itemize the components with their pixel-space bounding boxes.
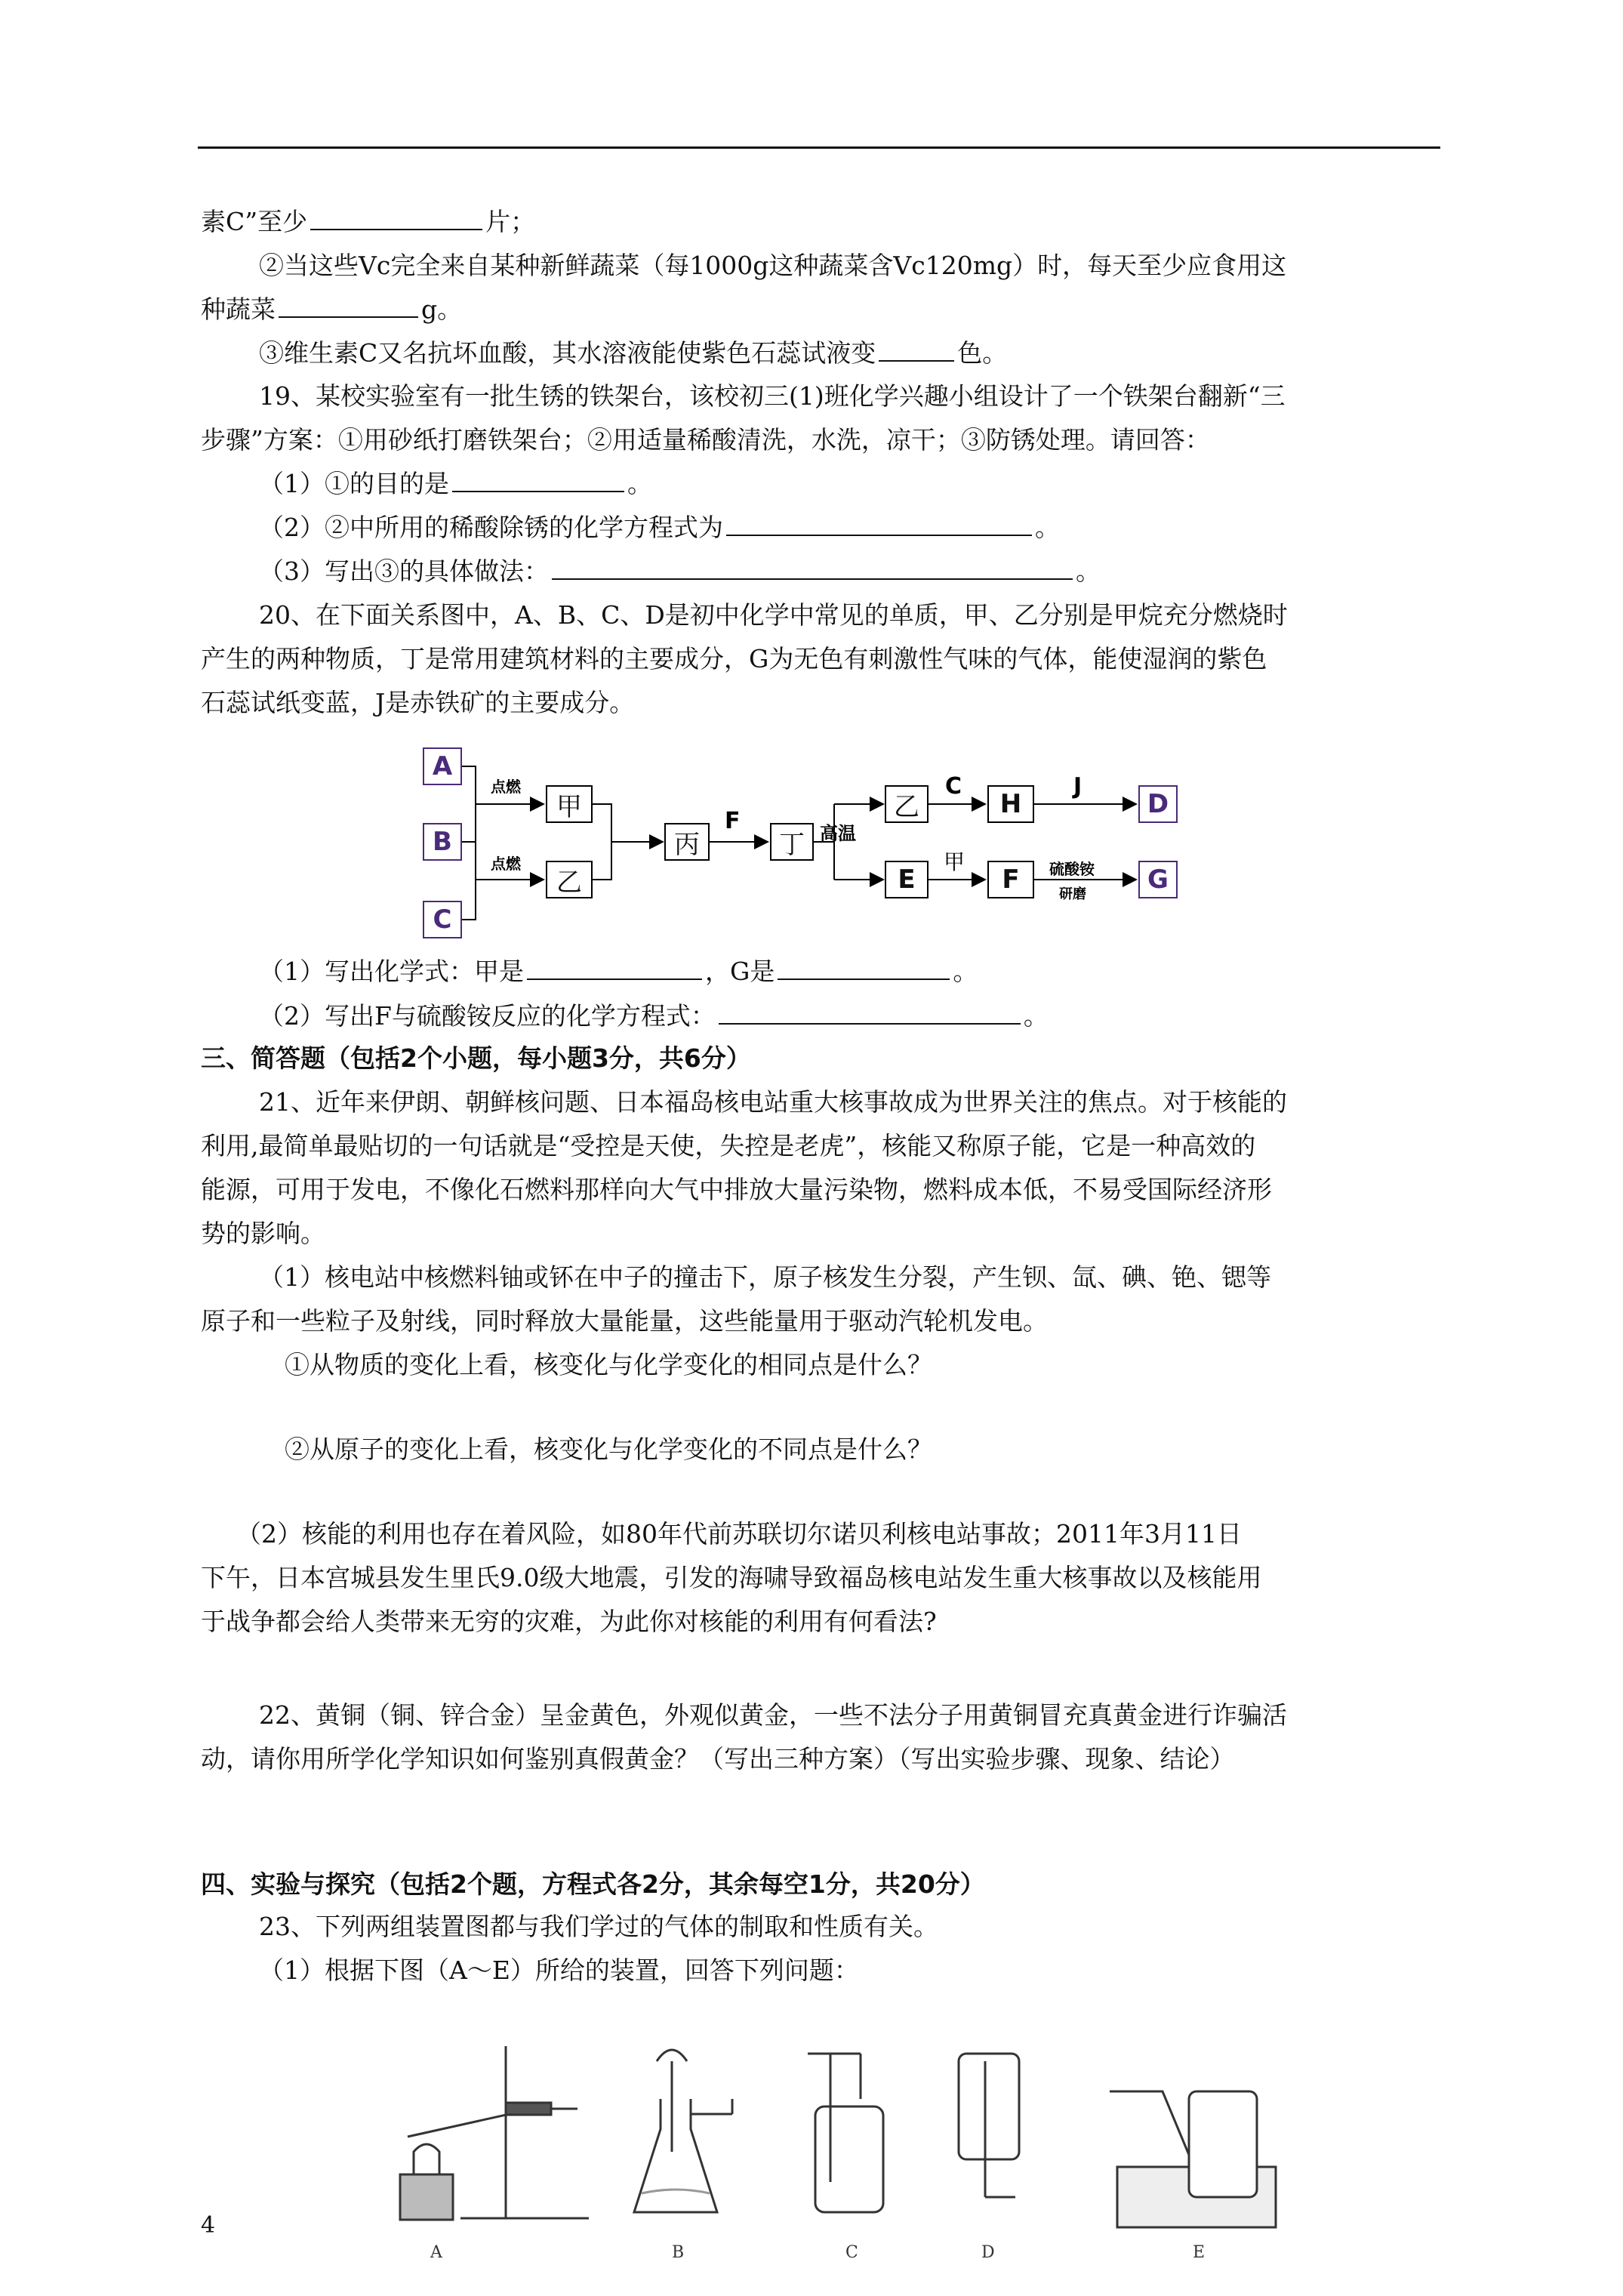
text-line: （2）核能的利用也存在着风险，如80年代前苏联切尔诺贝利核电站事故；2011年3月11日 xyxy=(236,1519,1242,1549)
section-heading: 四、实验与探究（包括2个题，方程式各2分，其余每空1分，共20分） xyxy=(201,1869,985,1899)
apparatus-label-E: E xyxy=(1193,2243,1206,2262)
apparatus-E-water-trough xyxy=(1110,2091,1276,2227)
apparatus-label-A: A xyxy=(430,2243,442,2262)
text-line: 20、在下面关系图中，A、B、C、D是初中化学中常见的单质，甲、乙分别是甲烷充分燃烧时 xyxy=(259,600,1288,630)
label-yanmo: 研磨 xyxy=(1059,886,1086,902)
text-line: 产生的两种物质，丁是常用建筑材料的主要成分，G为无色有刺激性气味的气体，能使湿润的紫色 xyxy=(201,644,1267,673)
node-F: F xyxy=(987,861,1034,898)
text-line: 石蕊试纸变蓝，J是赤铁矿的主要成分。 xyxy=(201,688,635,717)
text-line: 下午，日本宫城县发生里氏9.0级大地震，引发的海啸导致福岛核电站发生重大核事故以及核能用 xyxy=(201,1563,1262,1592)
answer-blank[interactable] xyxy=(726,512,1032,536)
text-line xyxy=(259,1000,1504,1033)
text-line: ②从原子的变化上看，核变化与化学变化的不同点是什么？ xyxy=(285,1435,932,1464)
node-H: H xyxy=(987,785,1034,823)
label-jia-arrow: 甲 xyxy=(944,849,965,874)
node-bing: 丙 xyxy=(664,823,710,861)
text: 种蔬菜 xyxy=(201,294,276,324)
label-liusuan-an: 硫酸铵 xyxy=(1049,860,1095,878)
node-ding: 丁 xyxy=(770,823,814,861)
text: 。 xyxy=(627,469,652,498)
node-jia: 甲 xyxy=(546,785,593,823)
text: ③维生素C又名抗坏血酸，其水溶液能使紫色石蕊试液变 xyxy=(259,338,876,368)
text: g。 xyxy=(421,294,463,324)
answer-blank[interactable] xyxy=(527,956,702,980)
node-C: C xyxy=(423,901,462,938)
text-line: 21、近年来伊朗、朝鲜核问题、日本福岛核电站重大核事故成为世界关注的焦点。对于核能的 xyxy=(259,1087,1287,1117)
text-line xyxy=(259,511,1504,544)
text: 。 xyxy=(1035,513,1060,542)
answer-blank[interactable] xyxy=(778,956,950,980)
label-dianran-1: 点燃 xyxy=(491,778,521,796)
text: 素C”至少 xyxy=(201,207,308,236)
apparatus-A-heating-setup xyxy=(400,2046,589,2220)
text-line xyxy=(201,205,1446,239)
apparatus-B-flask-with-funnel xyxy=(634,2050,732,2212)
label-gaowen: 高温 xyxy=(820,823,856,844)
answer-blank[interactable] xyxy=(552,556,1073,580)
answer-blank[interactable] xyxy=(879,337,954,362)
label-F-arrow: F xyxy=(725,808,741,834)
answer-blank[interactable] xyxy=(279,294,418,318)
answer-blank[interactable] xyxy=(452,468,624,492)
apparatus-C-gas-bottle xyxy=(808,2054,883,2212)
text: 。 xyxy=(1076,556,1101,586)
text: 色。 xyxy=(957,338,1008,368)
text-line: 19、某校实验室有一批生锈的铁架台，该校初三(1)班化学兴趣小组设计了一个铁架台翻新“三 xyxy=(259,381,1286,411)
node-B: B xyxy=(423,823,462,861)
text-line: 势的影响。 xyxy=(201,1219,325,1248)
page-number: 4 xyxy=(201,2212,216,2239)
text-line: 23、下列两组装置图都与我们学过的气体的制取和性质有关。 xyxy=(259,1912,938,1941)
text-line xyxy=(259,337,1504,370)
text-line: 动，请你用所学化学知识如何鉴别真假黄金？（写出三种方案）（写出实验步骤、现象、结论） xyxy=(201,1744,1235,1774)
text: 。 xyxy=(953,957,978,986)
node-yi: 乙 xyxy=(546,861,593,898)
label-dianran-2: 点燃 xyxy=(491,855,521,873)
node-yi-2: 乙 xyxy=(885,785,929,823)
text-line: 利用,最简单最贴切的一句话就是“受控是天使，失控是老虎”，核能又称原子能，它是一种高效的 xyxy=(201,1131,1256,1160)
text: （1）写出化学式：甲是 xyxy=(259,957,524,986)
text-line xyxy=(259,467,1504,501)
relationship-diagram xyxy=(423,740,1223,944)
text: （1）①的目的是 xyxy=(259,469,449,498)
apparatus-label-D: D xyxy=(981,2243,995,2262)
node-G: G xyxy=(1138,861,1178,898)
text: ，G是 xyxy=(705,957,775,986)
apparatus-figure xyxy=(393,2023,1510,2273)
text-line: 于战争都会给人类带来无穷的灾难，为此你对核能的利用有何看法? xyxy=(201,1607,937,1636)
text-line: （1）根据下图（A～E）所给的装置，回答下列问题： xyxy=(259,1955,859,1985)
text: （2）写出F与硫酸铵反应的化学方程式： xyxy=(259,1001,716,1031)
apparatus-D-gas-bottle xyxy=(959,2054,1019,2197)
text-line: 步骤”方案：①用砂纸打磨铁架台；②用适量稀酸清洗，水洗，凉干；③防锈处理。请回答： xyxy=(201,425,1210,455)
text-line xyxy=(201,293,1446,326)
apparatus-label-C: C xyxy=(845,2243,858,2262)
answer-blank[interactable] xyxy=(719,1000,1021,1025)
node-A: A xyxy=(423,747,462,785)
label-C-arrow: C xyxy=(945,773,962,800)
text-line xyxy=(259,555,1504,588)
text: 。 xyxy=(1023,1001,1049,1031)
text-line: 能源，可用于发电，不像化石燃料那样向大气中排放大量污染物，燃料成本低，不易受国际经济形 xyxy=(201,1175,1272,1204)
label-J-arrow: J xyxy=(1073,773,1083,800)
node-E: E xyxy=(885,861,929,898)
text: （3）写出③的具体做法： xyxy=(259,556,549,586)
text-line: （1）核电站中核燃料铀或钚在中子的撞击下，原子核发生分裂，产生钡、氙、碘、铯、锶等 xyxy=(259,1262,1271,1292)
text-line xyxy=(259,955,1504,988)
node-D: D xyxy=(1138,785,1178,823)
text: （2）②中所用的稀酸除锈的化学方程式为 xyxy=(259,513,723,542)
text-line: ①从物质的变化上看，核变化与化学变化的相同点是什么？ xyxy=(285,1350,932,1379)
text-line: 22、黄铜（铜、锌合金）呈金黄色，外观似黄金，一些不法分子用黄铜冒充真黄金进行诈骗活 xyxy=(259,1700,1287,1730)
section-heading: 三、简答题（包括2个小题，每小题3分，共6分） xyxy=(201,1043,751,1073)
answer-blank[interactable] xyxy=(310,206,482,230)
text-line: 原子和一些粒子及射线，同时释放大量能量，这些能量用于驱动汽轮机发电。 xyxy=(201,1306,1048,1336)
text-line: ②当这些Vc完全来自某种新鲜蔬菜（每1000g这种蔬菜含Vc120mg）时，每天至少应食用这 xyxy=(259,251,1287,280)
apparatus-label-B: B xyxy=(672,2243,685,2262)
header-rule xyxy=(198,146,1440,149)
text: 片； xyxy=(485,207,536,236)
